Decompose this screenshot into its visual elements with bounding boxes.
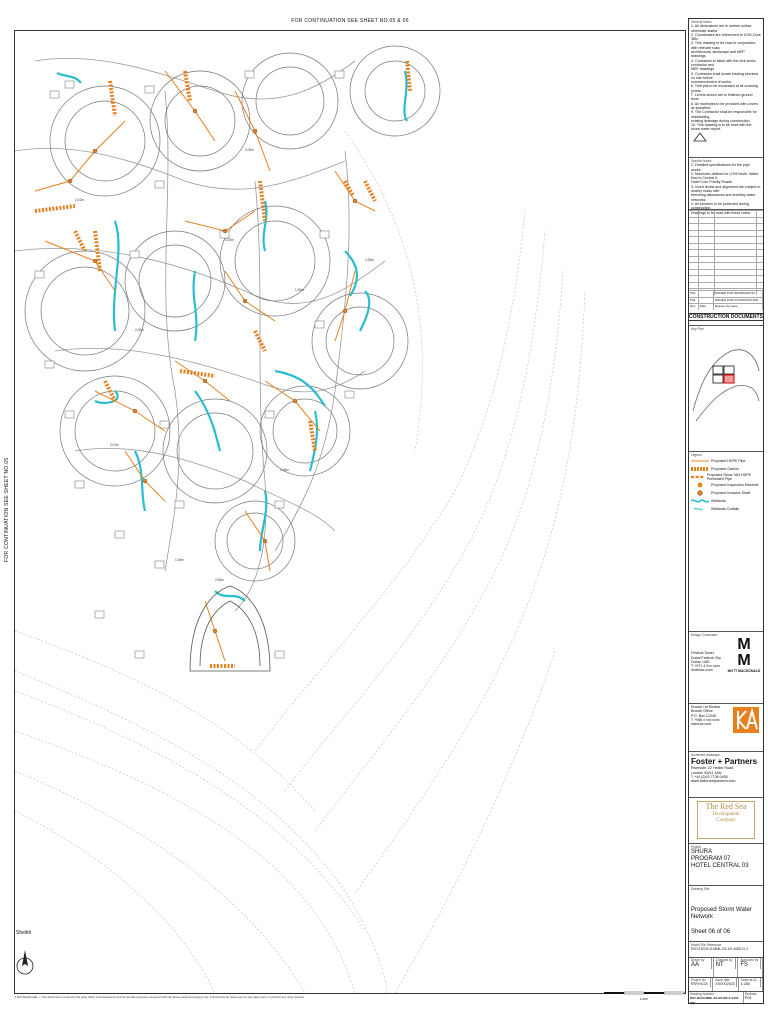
note-line: MEP drawings. [691,67,716,72]
legend-item: Proposed Stone 3&4 HDPE Perforated Pipe [691,473,761,481]
site-plan [15,31,685,993]
outfall-icon [691,506,709,512]
villa-units [35,71,354,658]
shaft-icon [691,490,709,496]
title-block [688,18,764,1004]
general-notes [689,19,763,147]
note-line: 9. The Contractor shall be responsible for maintaining [691,110,757,119]
model-ref-section [689,941,763,957]
legend-item: Proposed Inspection Manhole [691,481,761,489]
drawing-title-label: Drawing Title [691,887,710,891]
issue-date: XX/XX/2023 [715,982,735,987]
level-label: 2,01m [75,198,84,202]
sign-off-grid: Drawn by AA Checked by NT Approved by FS [689,957,763,977]
project-name-line: SHURA [691,849,713,856]
checked-by: NT [715,962,737,969]
ka-logo [731,705,761,735]
sheet-info: Sheet 06 of 06 [691,929,731,936]
plaza-feature [190,586,270,671]
north-arrow [16,930,38,990]
revision-table [689,209,763,311]
note-line: 4. Contractor to liaise with the civil works contractor and [691,58,756,67]
model-ref-label: Model File Reference [691,943,722,947]
scale: 1:250 [740,982,761,986]
note-line: existing drainage during construction. [691,118,751,123]
level-label: 2,02m [135,328,144,332]
project-label: Project [691,845,701,849]
note-line: 4. All services to be protected during construction. [691,201,749,211]
specific-notes [689,157,763,215]
level-label: 1,00m [175,558,184,562]
continuation-note-left: FOR CONTINUATION SEE SHEET NO.05 [4,457,10,563]
note-line: trenching allowances and ancillary water networks. [691,193,756,202]
note-line: commencement of works. [691,80,732,85]
revision-code: P01 [744,995,752,1001]
project-number: RSYHC03 [690,982,711,986]
footer-disclaimer: © Mott MacDonald — This document is issued for the party which commissioned it and for specific purposes connected with the above-captioned project only. It should not be relied upon by any other party or used for any other purpose. [14,995,305,999]
fp-address-line: www.fosterandpartners.com [691,779,736,784]
level-label: 1,00m [295,288,304,292]
key-plan-map [691,331,761,431]
client-logo [689,797,763,843]
perforated-pipe-icon [691,474,705,480]
drawing-title-section [689,885,763,941]
mm-address: Festival Tower Dubai Festival City Dubai, UAE T +971 4 2xx xxxx mottmac.com [691,651,721,673]
note-line: 7. Levels shown are to finished ground level. [691,93,753,102]
wetlands [57,71,407,601]
specific-notes-title: Specific Notes [691,159,712,163]
note-line: 5. Contractor shall locate existing services on site before [691,71,759,80]
level-label: 2,00m [215,578,224,582]
key-plan [689,325,763,447]
project-section [689,843,763,885]
level-label: 1,00m [280,468,289,472]
note-line: Drawings to be read with these notes. [691,210,752,215]
architect-label: Architect/Landscape [691,753,720,757]
legend-item: Proposed HDPE Pipe [691,457,761,465]
level-label: 2,01m [110,443,119,447]
drawing-number-row: Drawing Number RSY-HC03-MML-ZZ-XX-DR-C-2101-006 Revision P01 [689,991,763,1003]
note-line: 1. All dimensions are in metres unless otherwise stated. [691,24,752,33]
pipe-line-icon [691,458,709,464]
project-name-line: HOTEL CENTRAL 03 [691,863,749,870]
fp-address-line: T +44 (0)20 7738 0455 [691,774,728,779]
level-labels [75,148,374,582]
mott-macdonald-logo: M M MOTT MACDONALD [727,636,761,674]
fp-address-line: Riverside, 22 Hester Road [691,766,734,771]
revision-row: P02 ISSUED FOR CONSTRUCTION [689,297,763,304]
legend-item: Wetlands Outfalls [691,505,761,513]
legend-item: Proposed Gabion [691,465,761,473]
ka-address: Kuwait / Al Khobar Branch Office P.O. Box 12345 T +966 x xxx xxxx www.ka.com [691,705,721,727]
level-label: 2,02m [225,238,234,242]
foster-partners-logo: Foster + Partners [691,757,758,767]
revision-blank-rows [689,210,763,290]
gabions [35,61,410,666]
project-info-grid: Project No RSYHC03 Issue date XX/XX/2023 Scale at A1 1:250 [689,977,763,991]
warning-icon [693,132,707,142]
note-line: 2. Coordinates are referenced to UTM Zone 38N. [691,32,761,42]
scale-bar-label: 1:250 [640,997,648,1001]
legend-item: Proposed Invasive Shaft [691,489,761,497]
note-line: 3. Invert levels and alignment are subject to nearby roads with [691,184,761,194]
model-ref: RSY-HC03-S-MML-03-XX-M3D-D-1 [691,947,749,952]
status-banner: CONSTRUCTION DOCUMENTS [689,314,763,320]
design-consultant-label: Design Consultant [691,633,718,637]
note-line: 1. Detailed specifications for the pipe works. [691,163,750,172]
building-clusters [25,46,440,581]
legend [689,451,763,531]
approved-by: FS [739,962,761,969]
architect [689,751,763,797]
note-line: architectural, landscape and MEP drawings. [691,50,745,59]
revision-header-row: Rev Date Reason for Issue [689,303,763,310]
legend-title: Legend [691,453,702,457]
note-line: 2. Manholes defined for UTM North. Water flow to Central & [691,171,759,181]
drawing-title: Proposed Storm Water Network [691,907,752,921]
drawn-by: AA [690,962,712,969]
note-line: 8. All manholes to be provided with covers as specified. [691,101,759,110]
note-line: Hotel Core Priority Roads. [691,180,733,185]
note-line: 3. This drawing to be read in conjunction with relevant road, [691,41,756,50]
revision-row: P01 ISSUED FOR INFORMATION [689,290,763,297]
note-line: 6. Trial pits to be excavated at all crossing points. [691,84,758,93]
fp-address-line: London SW11 4AN [691,770,722,775]
key-plan-label: Key Plan [691,327,704,331]
road-network [15,58,385,611]
gabion-hatch-icon [691,466,709,472]
level-label: 1,00m [365,258,374,262]
ka-consultant [689,703,763,751]
wetland-icon [691,498,709,504]
legend-item: Wetlands [691,497,761,505]
compass-icon [16,936,38,986]
level-label: 2,00m [245,148,254,152]
red-sea-logo: The Red Sea Development Company [697,801,755,839]
north-label: Sheikh [16,930,32,936]
design-consultant [689,631,763,703]
project-name-line: PROGRAM 07 [691,856,731,863]
manhole-icon [691,482,709,488]
continuation-note-top: FOR CONTINUATION SEE SHEET NO.05 & 06 [291,18,409,24]
note-line: 10. This drawing is to be read with the storm water report. [691,123,752,132]
general-notes-title: General Notes [691,20,712,24]
drawing-number: RSY-HC03-MML-ZZ-XX-DR-C-2101-006 [690,996,740,1005]
